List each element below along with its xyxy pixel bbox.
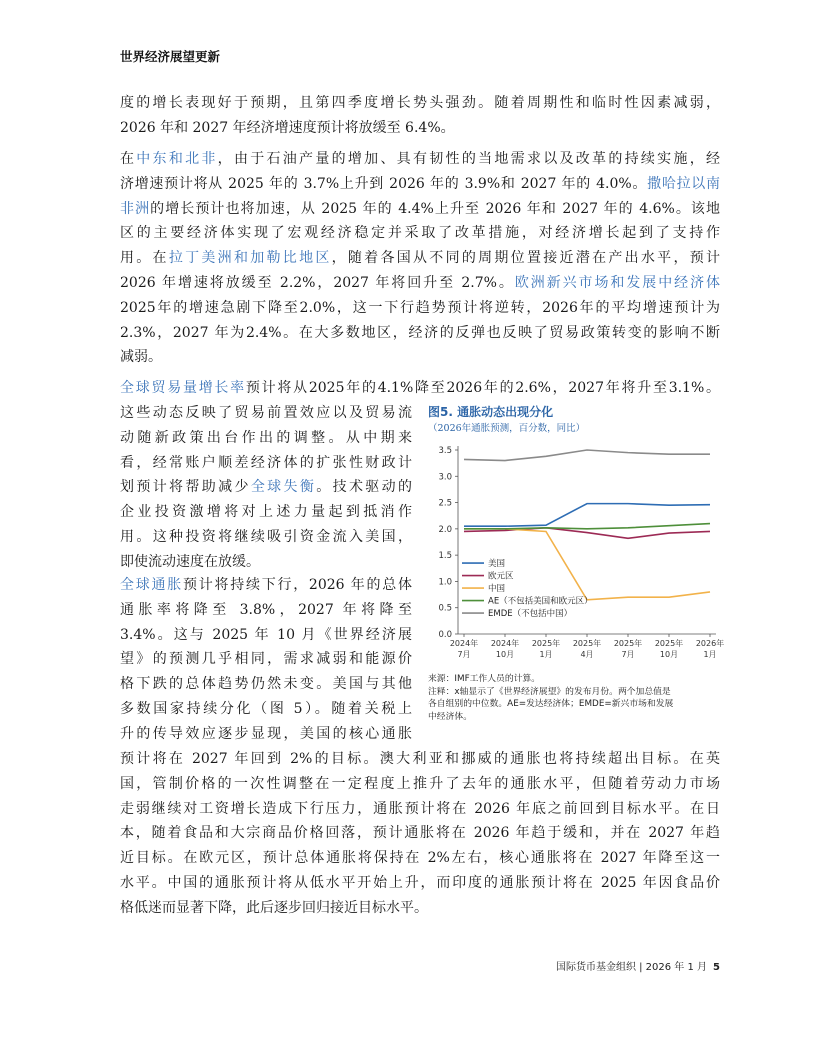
x-tick-label-month: 10月: [495, 650, 515, 659]
keyword-link-emerging-europe[interactable]: 欧洲新兴市场和发展中经济体: [514, 274, 720, 291]
text-line: [120, 246, 720, 271]
keyword-link-global-imbalances[interactable]: 全球失衡: [250, 479, 317, 496]
text-line: 升的传导效应逐步显现，美国的核心通胀: [120, 725, 412, 742]
text-line: [120, 271, 720, 296]
text-line: [120, 475, 412, 500]
text-run: 预计将持续下行，2026 年的总体: [182, 577, 412, 593]
legend-label: AE（不包括美国和欧元区）: [488, 596, 593, 607]
figure-source: 来源：IMF工作人员的计算。: [428, 674, 541, 684]
text-line: 即使流动速度在放缓。: [120, 553, 260, 570]
x-tick-label-month: 1月: [703, 650, 717, 659]
text-run: 在: [120, 151, 137, 167]
legend-label: 欧元区: [488, 571, 514, 582]
y-tick-label: 3.5: [438, 446, 452, 456]
text-line: 3.4%。这与 2025 年 10 月《世界经济展: [120, 626, 412, 643]
text-line: 格下跌的总体趋势仍然未变。美国与其他: [120, 676, 412, 693]
y-tick-label: 3.0: [438, 472, 452, 483]
x-tick-label-year: 2025年: [572, 639, 602, 648]
figure-notes: [428, 673, 724, 723]
series-line: [464, 504, 710, 527]
figure-note-line: 注释：x轴显示了《世界经济展望》的发布月份。两个加总值是: [428, 686, 671, 697]
keyword-link-ssa-cont[interactable]: 非洲: [120, 200, 151, 217]
page-number: 5: [713, 962, 720, 973]
page-footer: [120, 958, 720, 973]
text-line: 格低迷而显著下降，此后逐步回归接近目标水平。: [120, 899, 428, 916]
text-run: 济增速预计将从 2025 年的 3.7%上升到 2026 年的 3.9%和 2027 年的 4.0%。: [120, 175, 648, 192]
text-line: 望》的预测几乎相同，需求减弱和能源价: [120, 651, 412, 668]
x-tick-label-year: 2024年: [490, 639, 520, 648]
x-tick-label-year: 2024年: [449, 639, 479, 648]
text-line: 度的增长表现好于预期，且第四季度增长势头强劲。随着周期性和临时性因素减弱，: [120, 95, 720, 111]
text-run: 。技术驱动的: [316, 479, 412, 496]
series-line: [464, 450, 710, 461]
text-run: ，由于石油产量的增加、具有韧性的当地需求以及改革的持续实施，经: [217, 151, 720, 167]
text-run: 划预计将帮助减少: [120, 479, 251, 496]
paragraph-trade: [120, 376, 720, 401]
text-line: 2025年的增速急剧下降至2.0%，这一下行趋势预计将逆转，2026年的平均增速预计为: [120, 299, 720, 316]
keyword-link-trade-volume[interactable]: 全球贸易量增长率: [120, 380, 246, 396]
x-tick-label-year: 2025年: [654, 639, 684, 648]
paragraph-inflation: [120, 573, 412, 747]
footer-text: 国际货币基金组织 | 2026 年 1 月: [555, 962, 708, 973]
legend-label: 中国: [488, 584, 506, 595]
y-tick-label: 2.0: [438, 524, 452, 535]
text-run: 用。在: [120, 250, 169, 267]
keyword-link-latam[interactable]: 拉丁美洲和加勒比地区: [168, 250, 332, 267]
paragraph-east-asia-continued: [120, 91, 720, 141]
text-run: ，随着各国从不同的周期位置接近潜在产出水平，预计: [331, 250, 720, 267]
x-tick-label-month: 10月: [659, 650, 679, 659]
text-line: 走弱继续对工资增长造成下行压力，通胀预计将在 2026 年底之前回到目标水平。在日: [120, 800, 720, 817]
x-tick-label-month: 7月: [621, 650, 635, 659]
figure-note-line: 中经济体。: [428, 711, 472, 722]
text-line: 2.3%，2027 年为2.4%。在大多数地区，经济的反弹也反映了贸易政策转变的影响不断: [120, 324, 720, 341]
x-tick-label-year: 2025年: [531, 639, 561, 648]
text-line: 水平。中国的通胀预计将从低水平开始上升，而印度的通胀预计将在 2025 年因食品价: [120, 874, 720, 891]
y-tick-label: 1.0: [438, 577, 452, 588]
text-line: 多数国家持续分化（图 5）。随着关税上: [120, 700, 412, 717]
paragraph-trade-wrapped: [120, 401, 412, 575]
y-tick-label: 2.5: [438, 498, 452, 509]
text-line: 看，经常账户顺差经济体的扩张性财政计: [120, 454, 412, 471]
legend-label: EMDE（不包括中国）: [488, 609, 573, 620]
text-line: [120, 376, 720, 401]
text-line: [120, 573, 412, 598]
keyword-link-global-inflation[interactable]: 全球通胀: [120, 577, 183, 593]
x-tick-label-month: 1月: [539, 650, 553, 659]
y-tick-label: 0.0: [438, 630, 452, 640]
y-tick-label: 0.5: [438, 603, 452, 614]
running-header: 世界经济展望更新: [120, 49, 221, 64]
text-line: 2026 年和 2027 年经济增速度预计将放缓至 6.4%。: [120, 119, 455, 136]
text-line: [120, 172, 720, 197]
y-tick-label: 1.5: [438, 551, 452, 562]
text-line: [120, 147, 720, 172]
x-tick-label-month: 4月: [580, 650, 594, 659]
inflation-line-chart: [428, 436, 724, 668]
paragraph-inflation-continued: [120, 747, 720, 921]
text-line: 动随新政策出台作出的调整。从中期来: [120, 429, 412, 446]
text-line: 通胀率将降至 3.8%，2027 年将降至: [120, 601, 412, 618]
x-tick-label-year: 2025年: [613, 639, 643, 648]
keyword-link-mena[interactable]: 中东和北非: [136, 151, 218, 167]
keyword-link-ssa[interactable]: 撒哈拉以南: [647, 175, 720, 192]
text-line: 国，管制价格的一次性调整在一定程度上推升了去年的通胀水平，但随着劳动力市场: [120, 775, 720, 792]
text-line: 区的主要经济体实现了宏观经济稳定并采取了改革措施，对经济增长起到了支持作: [120, 225, 720, 242]
legend-label: 美国: [488, 559, 506, 570]
figure-note-line: 各自组别的中位数。AE=发达经济体；EMDE=新兴市场和发展: [428, 699, 674, 709]
x-tick-label-year: 2026年: [695, 639, 724, 648]
text-line: 用。这种投资将继续吸引资金流入美国，: [120, 528, 412, 545]
text-line: 近目标。在欧元区，预计总体通胀将保持在 2%左右，核心通胀将在 2027 年降至这一: [120, 850, 720, 867]
paragraph-regional-growth: [120, 147, 720, 370]
x-tick-label-month: 7月: [457, 650, 471, 659]
text-line: 预计将在 2027 年回到 2%的目标。澳大利亚和挪威的通胀也将持续超出目标。在英: [120, 751, 720, 767]
text-line: 减弱。: [120, 349, 162, 366]
text-line: 这些动态反映了贸易前置效应以及贸易流: [120, 405, 412, 421]
text-line: 本，随着食品和大宗商品价格回落，预计通胀将在 2026 年趋于缓和，并在 2027 年趋: [120, 825, 720, 842]
text-run: 2026 年增速将放缓至 2.2%，2027 年将回升至 2.7%。: [120, 274, 515, 291]
text-run: 的增长预计也将加速，从 2025 年的 4.4%上升至 2026 年和 2027 年的 4.6%。该地: [150, 200, 720, 217]
figure-5: [428, 404, 724, 672]
text-run: 预计将从2025年的4.1%降至2026年的2.6%，2027年将升至3.1%。: [245, 380, 720, 396]
text-line: 企业投资激增将对上述力量起到抵消作: [120, 504, 412, 521]
text-line: [120, 197, 720, 222]
figure-subtitle: （2026年通胀预测，百分数，同比）: [428, 423, 586, 434]
figure-title: 图5. 通胀动态出现分化: [428, 405, 554, 419]
